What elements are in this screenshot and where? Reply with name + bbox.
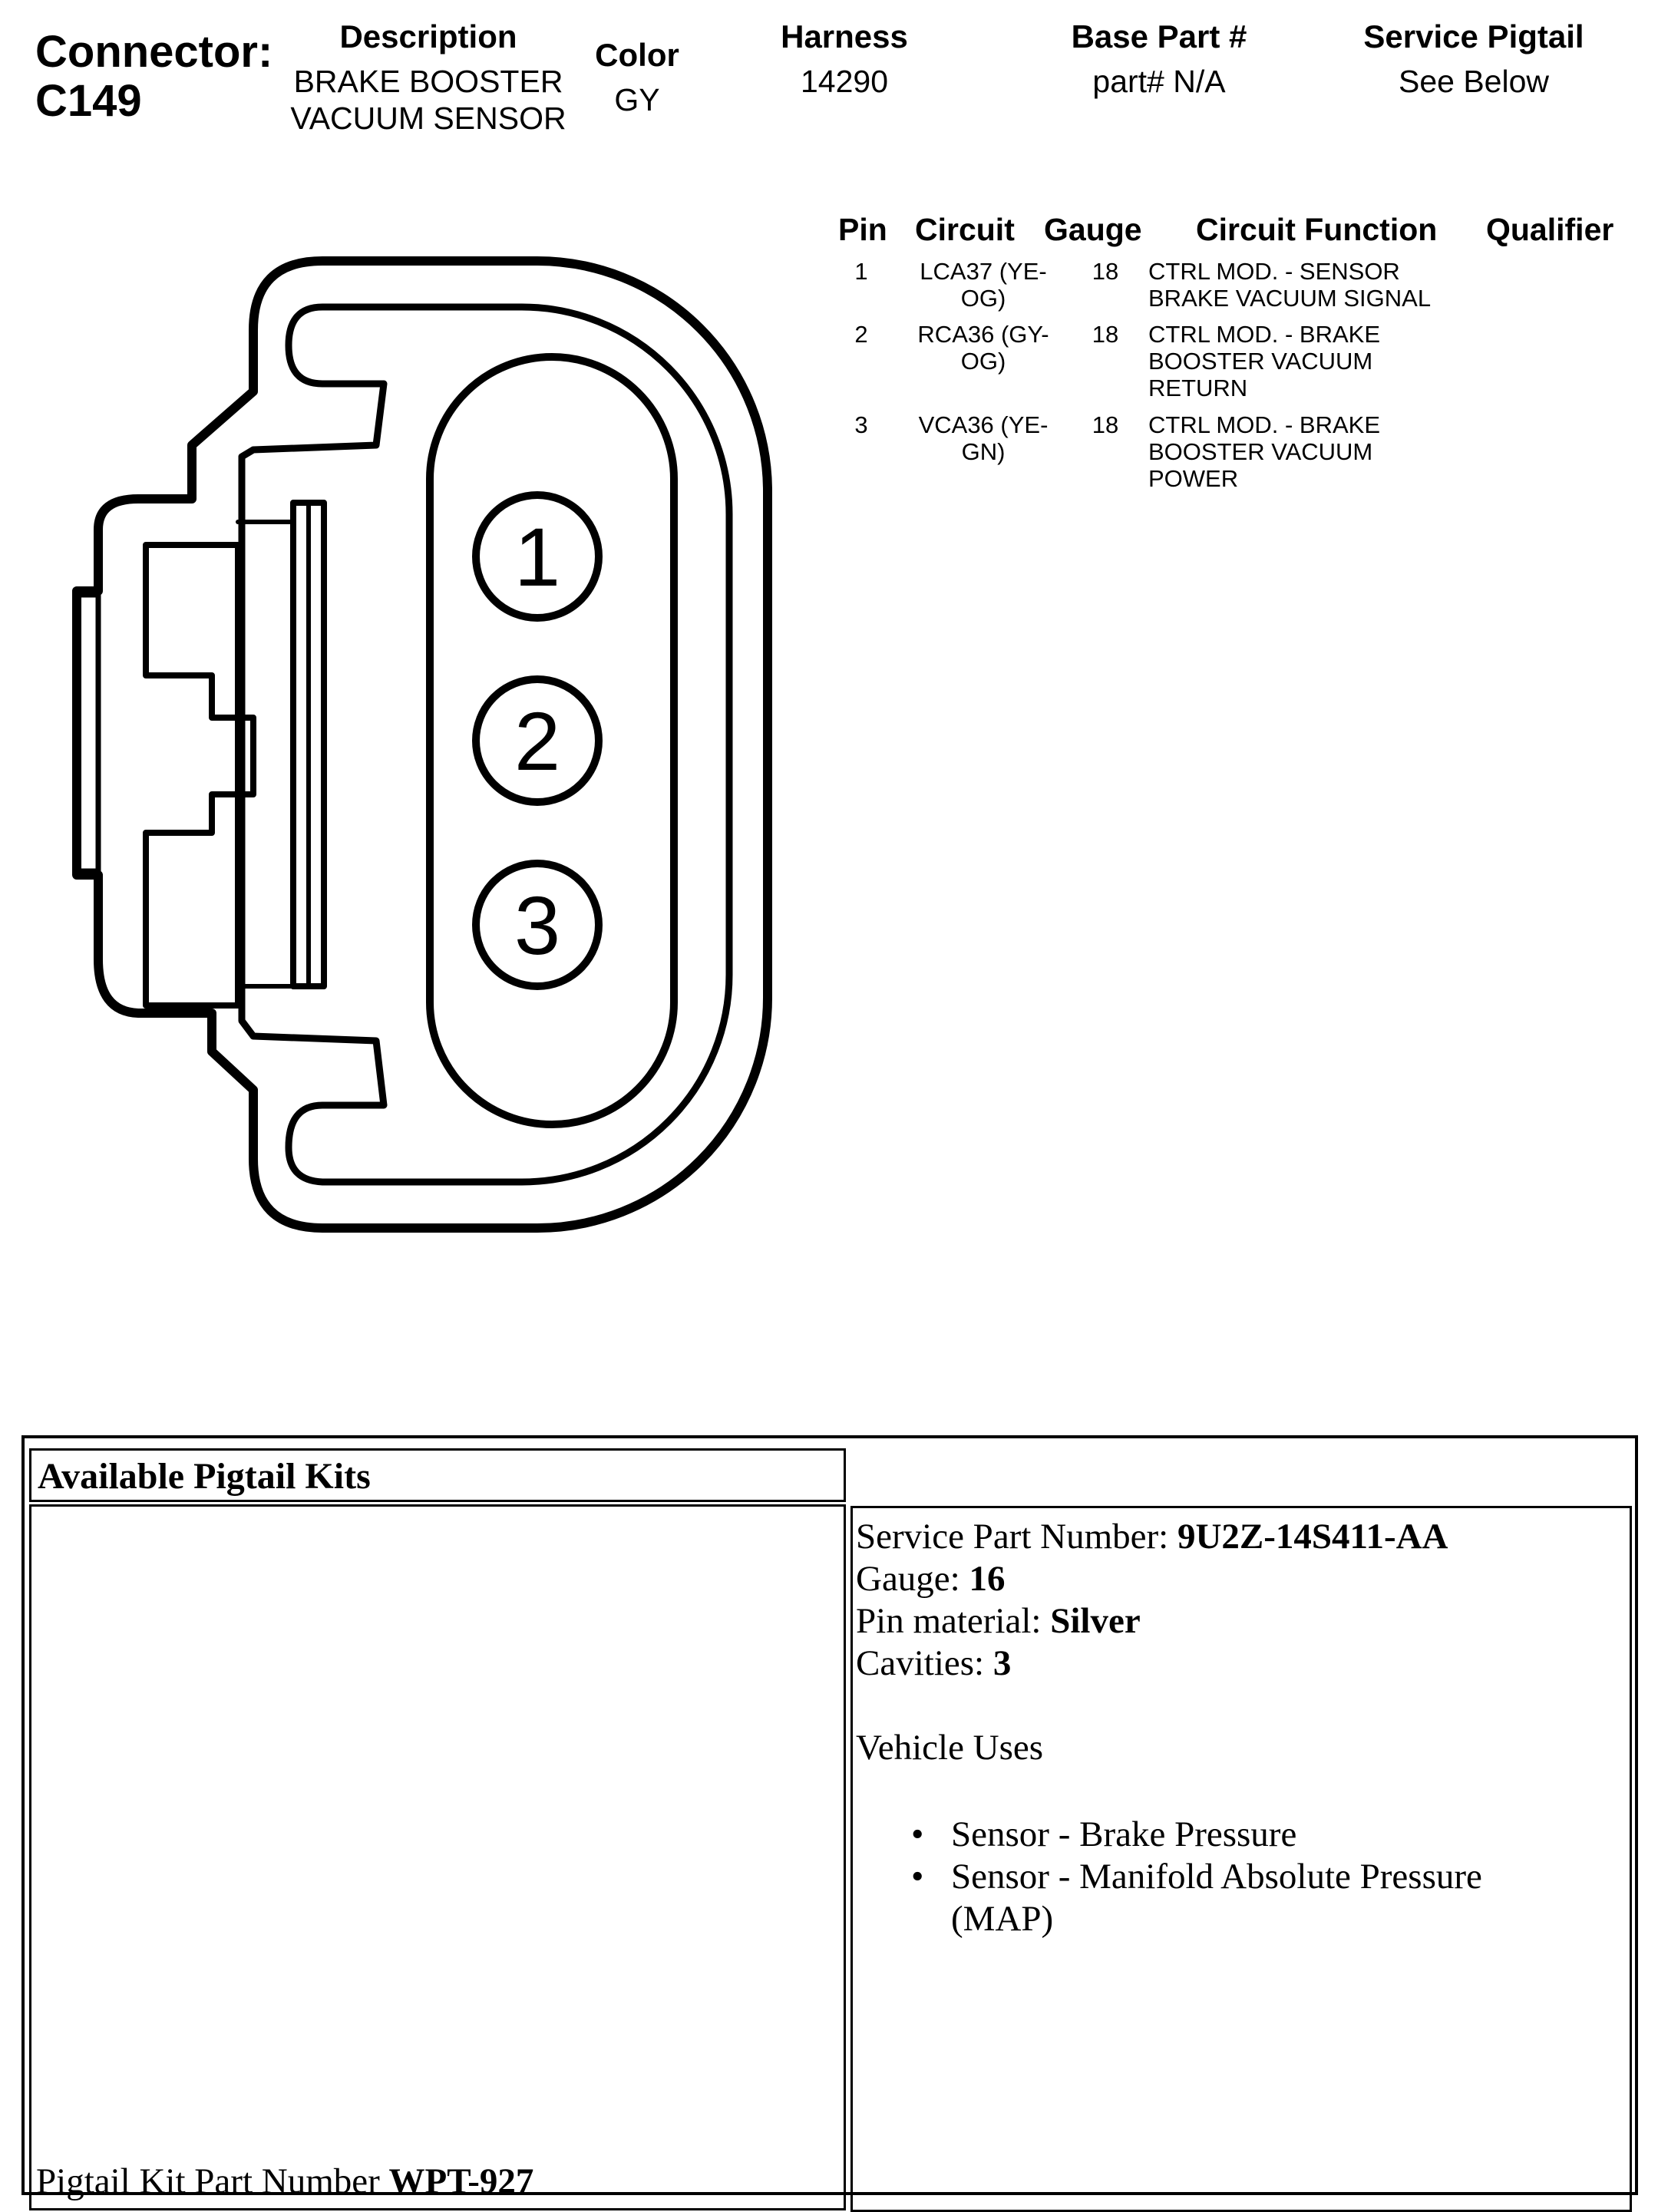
function-line: CTRL MOD. - SENSOR — [1148, 258, 1400, 285]
cavity-2-label: 2 — [514, 695, 561, 787]
cavity-1-label: 1 — [514, 510, 561, 603]
housing-inner-outline — [242, 307, 729, 1182]
circuit-line: LCA37 (YE- — [920, 258, 1047, 285]
description-label: Description — [339, 18, 517, 54]
pin-material — [856, 1600, 1623, 1642]
color-value: GY — [614, 82, 660, 117]
cavities-label: Cavities: — [856, 1643, 993, 1683]
color-column — [568, 37, 706, 118]
circuit-line: OG) — [960, 285, 1006, 312]
gauge-cell: 18 — [1092, 258, 1119, 285]
circuit-line: GN) — [961, 438, 1006, 465]
function-line: CTRL MOD. - BRAKE — [1148, 321, 1380, 348]
harness-value: 14290 — [800, 64, 888, 99]
connector-title — [35, 28, 272, 126]
service-pigtail-value: See Below — [1398, 64, 1549, 99]
connector-face-diagram — [0, 230, 814, 1251]
pigtail-kit-part-number — [36, 2161, 533, 2203]
base-part-label: Base Part # — [1071, 18, 1247, 54]
pin-number: 1 — [854, 258, 868, 285]
pigtail-title: Available Pigtail Kits — [38, 1456, 371, 1497]
function-line: BOOSTER VACUUM — [1148, 348, 1373, 375]
gauge-cell: 18 — [1092, 321, 1119, 348]
table-row — [829, 411, 1643, 496]
gauge-cell: 18 — [1092, 411, 1119, 438]
circuit-line: OG) — [960, 348, 1006, 375]
pigtail-details — [856, 1516, 1623, 1940]
vehicle-uses-label: Vehicle Uses — [856, 1728, 1044, 1768]
function-line: POWER — [1148, 465, 1239, 492]
cavities — [856, 1642, 1623, 1685]
base-part-value: part# N/A — [1092, 64, 1226, 99]
kit-part-label: Pigtail Kit Part Number — [36, 2161, 389, 2201]
gauge-value: 16 — [969, 1559, 1006, 1599]
function-cell — [1148, 258, 1486, 312]
color-label: Color — [595, 37, 679, 73]
connector-label: Connector: — [35, 27, 273, 77]
circuit-line: RCA36 (GY- — [917, 321, 1049, 348]
function-header: Circuit Function — [1196, 212, 1438, 247]
pin-number: 3 — [854, 411, 868, 438]
cavity-3-label: 3 — [514, 879, 561, 972]
housing-outer-outline — [77, 261, 768, 1228]
pin-number: 2 — [854, 321, 868, 348]
circuit-cell — [903, 411, 1064, 465]
pin-header: Pin — [838, 212, 887, 247]
description-value-line1: BRAKE BOOSTER — [293, 64, 563, 99]
circuit-cell — [903, 321, 1064, 375]
circuit-header: Circuit — [915, 212, 1015, 247]
description-column — [275, 18, 582, 137]
qualifier-header: Qualifier — [1486, 212, 1614, 247]
base-part-column — [1021, 18, 1297, 100]
list-item: • Sensor - Brake Pressure — [856, 1814, 1623, 1856]
function-line: BOOSTER VACUUM — [1148, 438, 1373, 465]
harness-label: Harness — [781, 18, 908, 54]
vehicle-uses-list — [856, 1814, 1623, 1898]
pin-table — [829, 209, 1643, 500]
function-line: BRAKE VACUUM SIGNAL — [1148, 285, 1432, 312]
circuit-line: VCA36 (YE- — [918, 411, 1049, 438]
function-cell — [1148, 321, 1486, 401]
pigtail-details-cell — [850, 1506, 1632, 2212]
list-item: • Sensor - Manifold Absolute Pressure — [856, 1856, 1623, 1898]
connector-id: C149 — [35, 76, 142, 126]
service-pigtail-label: Service Pigtail — [1363, 18, 1584, 54]
harness-column — [745, 18, 944, 100]
pin-material-value: Silver — [1050, 1601, 1141, 1641]
table-row — [829, 258, 1643, 319]
service-part-label: Service Part Number: — [856, 1517, 1177, 1557]
vehicle-use-continuation: (MAP) — [951, 1899, 1054, 1939]
pin-material-label: Pin material: — [856, 1601, 1051, 1641]
gauge-header: Gauge — [1044, 212, 1142, 247]
cavities-value: 3 — [992, 1643, 1012, 1683]
description-value-line2: VACUUM SENSOR — [290, 101, 566, 136]
service-part-number — [856, 1516, 1623, 1558]
service-pigtail-column — [1320, 18, 1627, 100]
pigtail-image-cell — [29, 1504, 846, 2210]
service-part-value: 9U2Z-14S411-AA — [1177, 1517, 1448, 1557]
function-line: CTRL MOD. - BRAKE — [1148, 411, 1380, 438]
function-cell — [1148, 411, 1486, 492]
latch-outline — [146, 545, 253, 1005]
kit-part-value: WPT-927 — [388, 2161, 534, 2201]
table-row — [829, 321, 1643, 405]
circuit-cell — [903, 258, 1064, 312]
pigtail-gauge — [856, 1558, 1623, 1600]
gauge-label: Gauge: — [856, 1559, 969, 1599]
pigtail-title-cell — [29, 1448, 846, 1502]
function-line: RETURN — [1148, 375, 1248, 401]
